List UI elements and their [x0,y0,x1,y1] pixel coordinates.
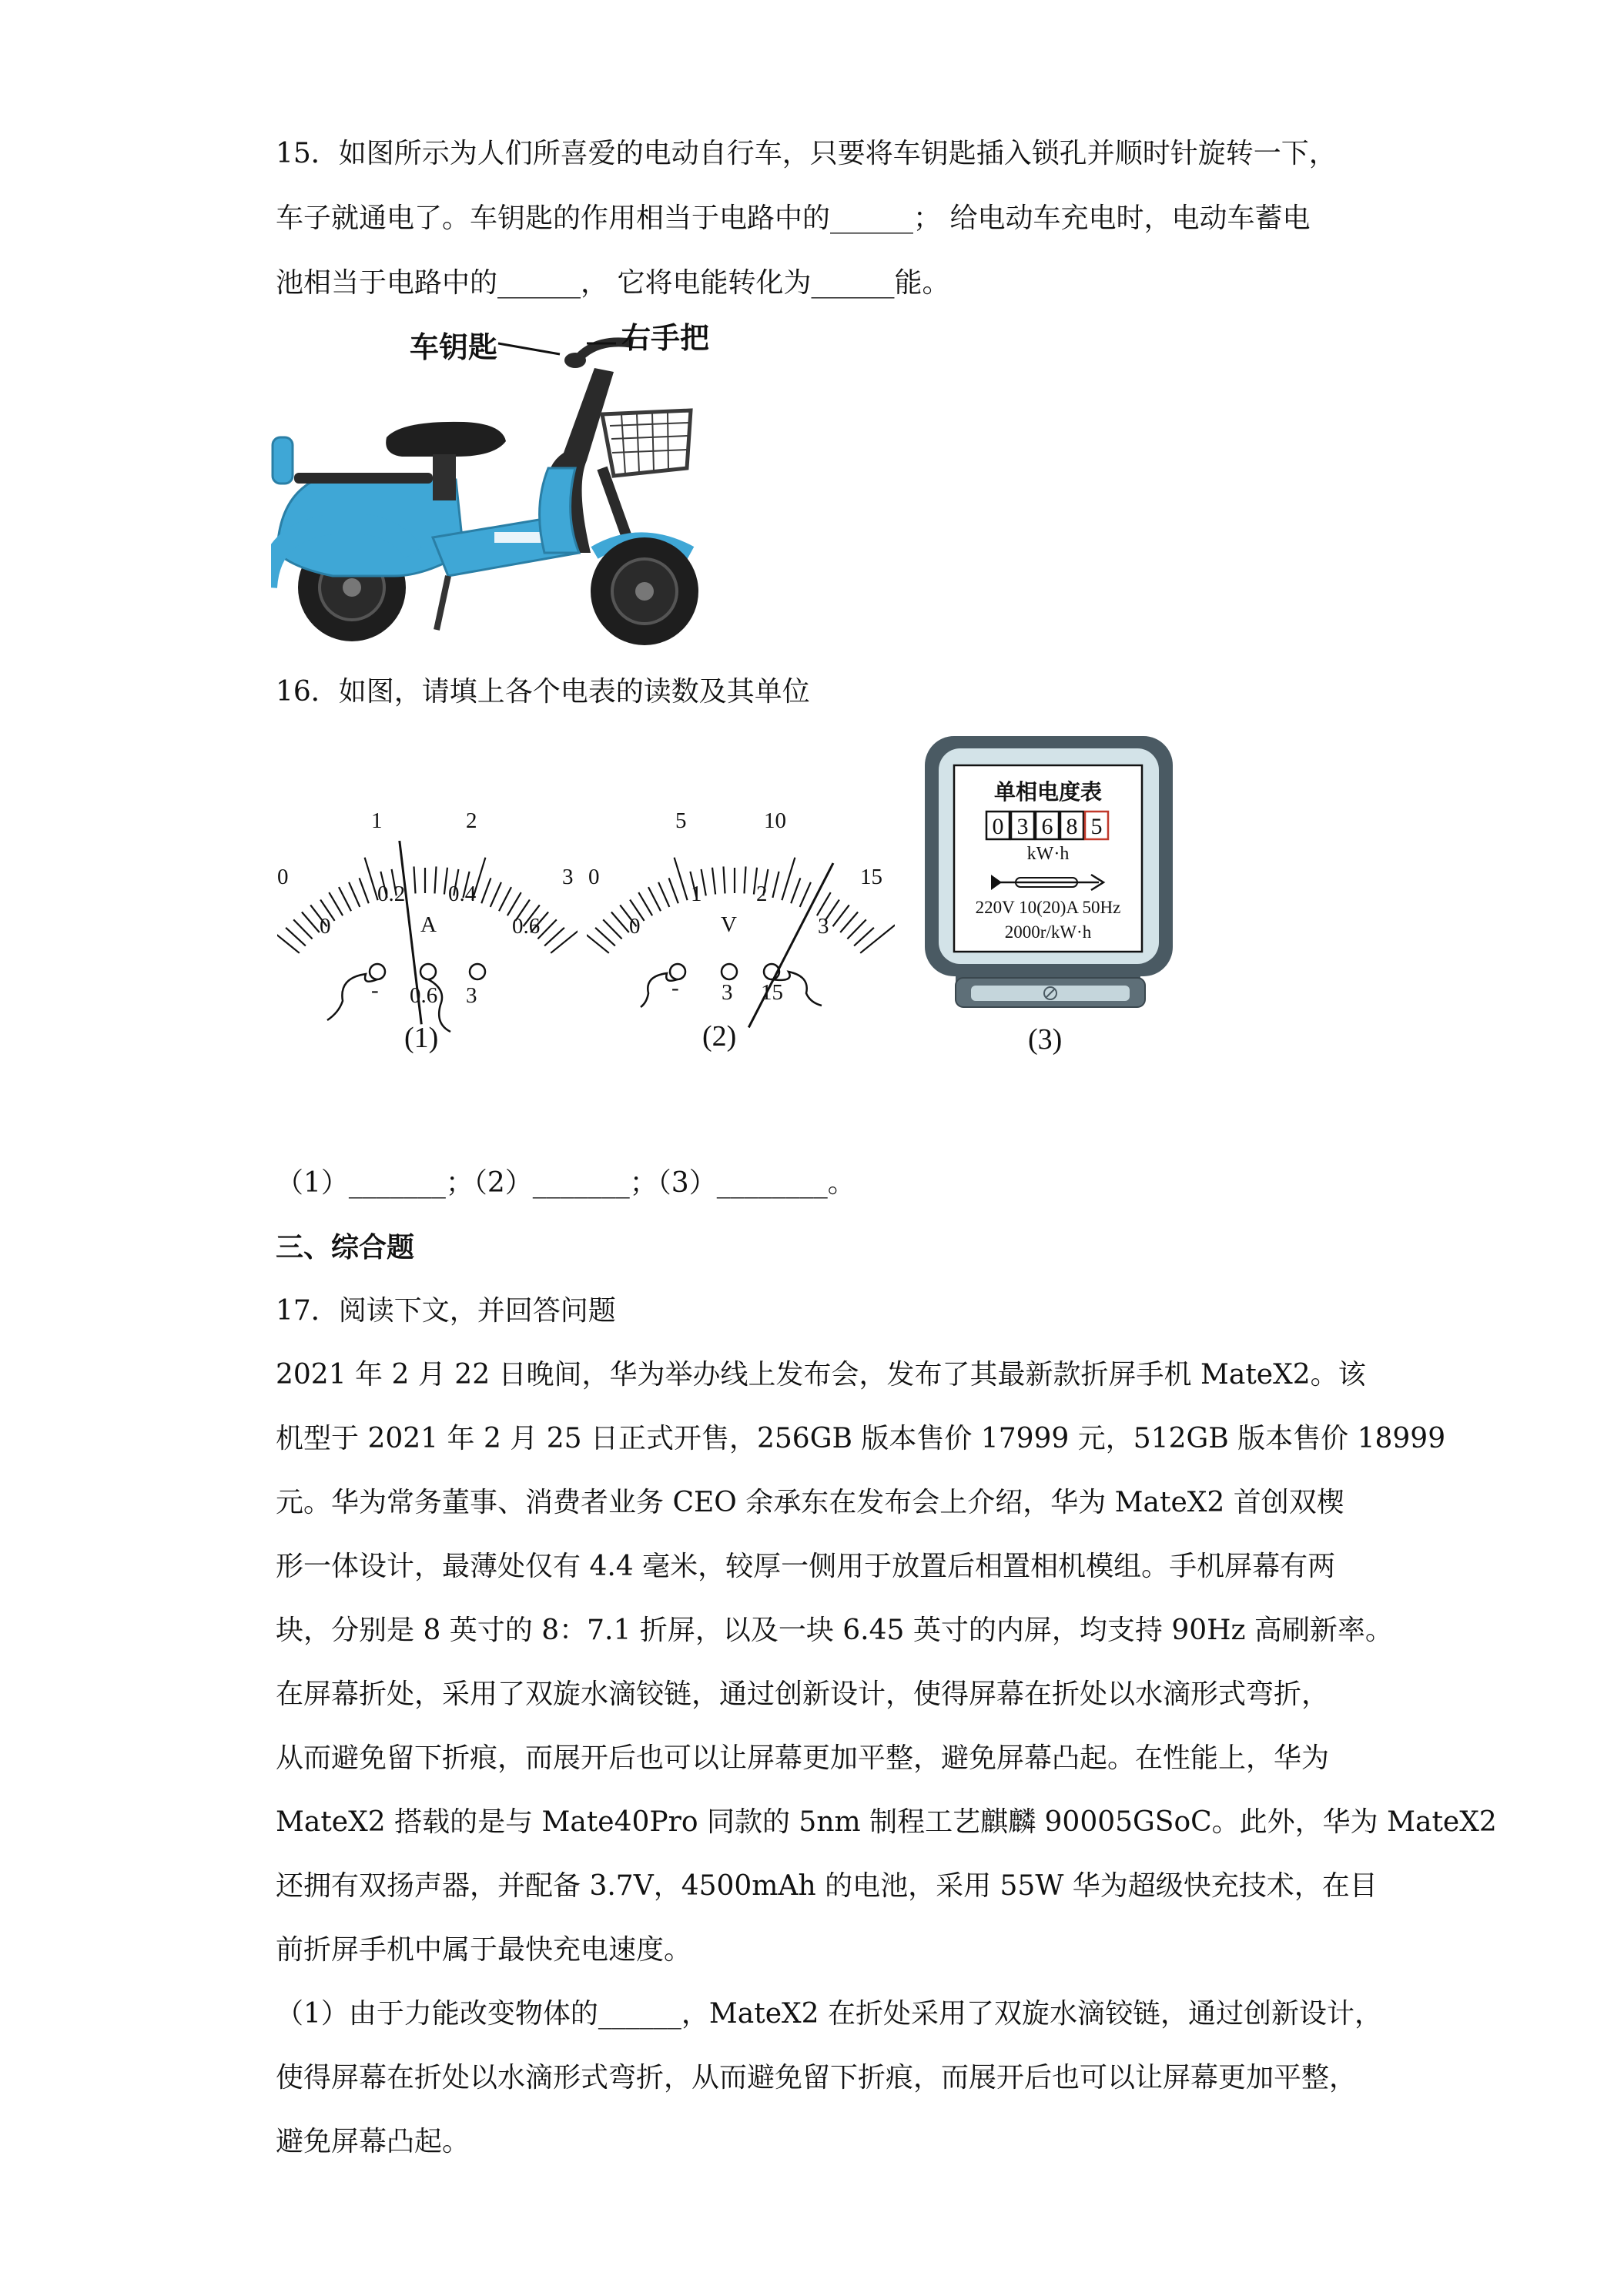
ammeter-tick-path [277,858,578,953]
ammeter-lower-tick-0: 0 [320,914,331,939]
ammeter-figure [277,801,578,1063]
q17-passage-line-6: 在屏幕折处，采用了双旋水滴铰链，通过创新设计，使得屏幕在折处以水滴形式弯折， [276,1678,1330,1710]
handle-label: 右手把 [621,321,710,355]
q17-passage-line-1: 2021 年 2 月 22 日晚间，华为举办线上发布会，发布了其最新款折屏手机 MateX2。该 [276,1359,1366,1391]
voltmeter-upper-tick-0: 0 [588,865,600,889]
ammeter-lower-tick-1: 0.2 [377,882,406,906]
voltmeter-unit: V [721,912,737,937]
ammeter-upper-tick-0: 0 [277,865,289,889]
ammeter-terminal-neg: - [371,978,379,1002]
q17-passage-line-3: 元。华为常务董事、消费者业务 CEO 余承东在发布会上介绍，华为 MateX2 首创双楔 [276,1487,1344,1518]
ammeter-upper-tick-3: 3 [562,865,574,889]
ammeter-upper-tick-2: 2 [466,808,477,833]
voltmeter-upper-tick-2: 10 [764,808,786,833]
q17-sub1-line-1: （1）由于力能改变物体的______，MateX2 在折处采用了双旋水滴铰链，通过创新设计， [276,1998,1382,2030]
q17-stem: 17．阅读下文，并回答问题 [276,1295,616,1327]
q17-passage-line-9: 还拥有双扬声器，并配备 3.7V，4500mAh 的电池，采用 55W 华为超级快充技术，在目 [276,1870,1378,1902]
energy-meter-digit-1: 3 [1016,814,1029,839]
q15-line-2: 车子就通电了。车钥匙的作用相当于电路中的______； 给电动车充电时，电动车蓄电 [276,202,1311,234]
voltmeter-lower-tick-2: 2 [756,882,768,906]
ammeter-upper-tick-1: 1 [371,808,383,833]
voltmeter-terminal-15: 15 [761,980,783,1005]
ammeter-terminal-3: 3 [466,983,477,1008]
energy-meter-digit-2: 6 [1041,814,1053,839]
q17-sub1-line-3: 避免屏幕凸起。 [276,2126,470,2157]
key-label: 车钥匙 [410,330,498,364]
voltmeter-upper-tick-1: 5 [675,808,687,833]
voltmeter-caption: (2) [702,1020,737,1053]
energy-meter-digit-4: 5 [1090,814,1103,839]
voltmeter-upper-tick-3: 15 [860,865,882,889]
energy-meter-spec1: 220V 10(20)A 50Hz [975,898,1121,917]
q17-passage-line-8: MateX2 搭载的是与 Mate40Pro 同款的 5nm 制程工艺麒麟 90005GSoC。此外，华为 MateX2 [276,1806,1497,1838]
energy-meter-digit-0: 0 [992,814,1004,839]
voltmeter-tick-path [587,858,895,953]
energy-meter-figure [920,731,1182,1063]
ammeter-unit: A [420,912,437,937]
voltmeter-lower-tick-1: 1 [691,882,702,906]
q17-passage-line-5: 块，分别是 8 英寸的 8：7.1 折屏，以及一块 6.45 英寸的内屏，均支持 90Hz 高刷新率。 [276,1615,1393,1646]
section-3-title: 三、综合题 [276,1231,415,1263]
energy-meter-caption: (3) [1028,1023,1063,1056]
voltmeter-terminal-neg: - [671,976,679,1000]
q17-passage-line-4: 形一体设计，最薄处仅有 4.4 毫米，较厚一侧用于放置后相置相机模组。手机屏幕有两 [276,1551,1336,1582]
scooter-figure [271,322,733,653]
ammeter-lower-tick-2: 0.4 [448,882,477,906]
q15-line-1: 15．如图所示为人们所喜爱的电动自行车，只要将车钥匙插入锁孔并顺时针旋转一下， [276,138,1337,169]
voltmeter-terminal-3: 3 [722,980,733,1005]
voltmeter-figure [587,801,895,1063]
energy-meter-unit: kW·h [1026,844,1070,864]
voltmeter-lower-tick-3: 3 [818,914,829,939]
energy-meter-digit-3: 8 [1066,814,1078,839]
ammeter-lower-tick-3: 0.6 [512,914,541,939]
energy-meter-spec2: 2000r/kW·h [1004,922,1092,942]
q17-passage-line-10: 前折屏手机中属于最快充电速度。 [276,1934,692,1966]
ammeter-ticks [277,858,578,953]
q16-stem: 16．如图，请填上各个电表的读数及其单位 [276,676,810,708]
ammeter-caption: (1) [404,1022,439,1054]
q17-passage-line-7: 从而避免留下折痕，而展开后也可以让屏幕更加平整，避免屏幕凸起。在性能上，华为 [276,1742,1330,1774]
q16-answer-line: （1）_______；（2）_______；（3）________。 [276,1167,856,1199]
ammeter-terminal-0.6: 0.6 [410,983,438,1008]
q17-sub1-line-2: 使得屏幕在折处以水滴形式弯折，从而避免留下折痕，而展开后也可以让屏幕更加平整， [276,2062,1358,2094]
voltmeter-lower-tick-0: 0 [629,914,641,939]
q15-line-3: 池相当于电路中的______， 它将电能转化为______能。 [276,267,950,299]
energy-meter-digits [986,812,1108,839]
energy-meter-title: 单相电度表 [993,779,1103,805]
q17-passage-line-2: 机型于 2021 年 2 月 25 日正式开售，256GB 版本售价 17999 元，512GB 版本售价 18999 [276,1423,1446,1454]
